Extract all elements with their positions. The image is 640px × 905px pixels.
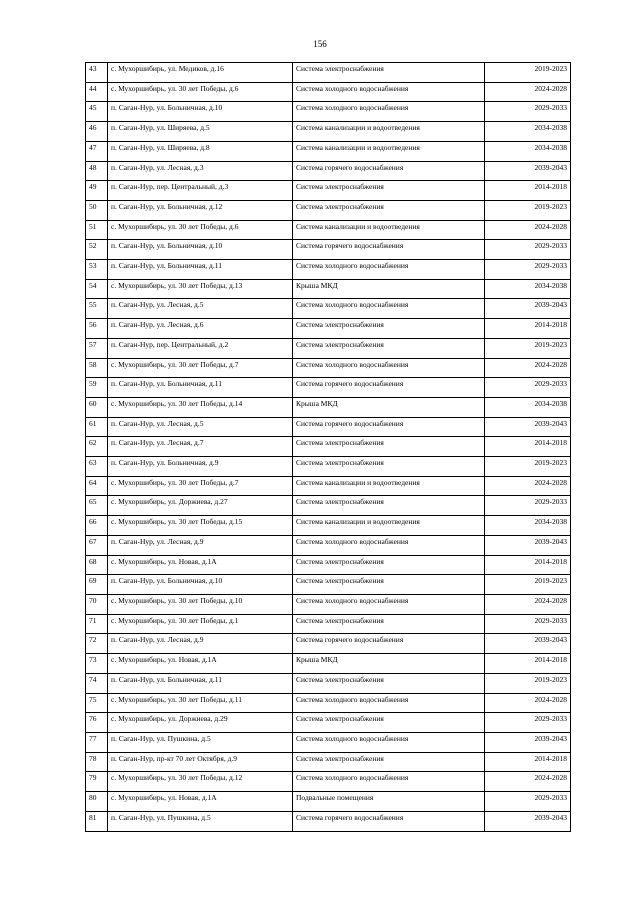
system-cell: Система канализации и водоотведения xyxy=(293,141,485,161)
system-cell: Система холодного водоснабжения xyxy=(293,535,485,555)
table-row xyxy=(86,220,571,240)
address-cell: п. Саган-Нур, ул. Пушкина, д.5 xyxy=(108,811,293,831)
row-number-cell: 55 xyxy=(86,299,108,319)
system-cell: Система холодного водоснабжения xyxy=(293,594,485,614)
period-cell: 2014-2018 xyxy=(485,654,571,674)
address-cell: с. Мухоршибирь, ул. 30 лет Победы, д.10 xyxy=(108,594,293,614)
address-cell: п. Саган-Нур, ул. Больничная, д.9 xyxy=(108,457,293,477)
system-cell: Система канализации и водоотведения xyxy=(293,476,485,496)
period-cell: 2019-2023 xyxy=(485,575,571,595)
period-cell: 2024-2028 xyxy=(485,693,571,713)
table-row xyxy=(86,594,571,614)
address-cell: с. Мухоршибирь, ул. 30 лет Победы, д.6 xyxy=(108,82,293,102)
address-cell: п. Саган-Нур, ул. Больничная, д.11 xyxy=(108,260,293,280)
address-cell: с. Мухоршибирь, ул. 30 лет Победы, д.6 xyxy=(108,220,293,240)
table-row xyxy=(86,437,571,457)
system-cell: Система электроснабжения xyxy=(293,338,485,358)
system-cell: Система холодного водоснабжения xyxy=(293,772,485,792)
row-number-cell: 61 xyxy=(86,417,108,437)
table-row xyxy=(86,240,571,260)
period-cell: 2024-2028 xyxy=(485,82,571,102)
system-cell: Система горячего водоснабжения xyxy=(293,634,485,654)
table-row xyxy=(86,654,571,674)
table-row xyxy=(86,476,571,496)
period-cell: 2034-2038 xyxy=(485,397,571,417)
period-cell: 2014-2018 xyxy=(485,555,571,575)
row-number-cell: 69 xyxy=(86,575,108,595)
period-cell: 2014-2018 xyxy=(485,181,571,201)
system-cell: Система горячего водоснабжения xyxy=(293,811,485,831)
row-number-cell: 52 xyxy=(86,240,108,260)
row-number-cell: 51 xyxy=(86,220,108,240)
period-cell: 2024-2028 xyxy=(485,220,571,240)
address-cell: п. Саган-Нур, ул. Лесная, д.7 xyxy=(108,437,293,457)
system-cell: Подвальные помещения xyxy=(293,792,485,812)
system-cell: Система электроснабжения xyxy=(293,752,485,772)
address-cell: п. Саган-Нур, ул. Больничная, д.11 xyxy=(108,673,293,693)
period-cell: 2019-2023 xyxy=(485,457,571,477)
period-cell: 2014-2018 xyxy=(485,437,571,457)
row-number-cell: 50 xyxy=(86,200,108,220)
address-cell: п. Саган-Нур, ул. Больничная, д.10 xyxy=(108,102,293,122)
row-number-cell: 49 xyxy=(86,181,108,201)
row-number-cell: 66 xyxy=(86,516,108,536)
row-number-cell: 43 xyxy=(86,63,108,83)
period-cell: 2034-2038 xyxy=(485,141,571,161)
period-cell: 2034-2038 xyxy=(485,122,571,142)
table-row xyxy=(86,673,571,693)
row-number-cell: 47 xyxy=(86,141,108,161)
address-cell: п. Саган-Нур, ул. Лесная, д.9 xyxy=(108,634,293,654)
row-number-cell: 58 xyxy=(86,358,108,378)
table-row xyxy=(86,141,571,161)
period-cell: 2029-2033 xyxy=(485,614,571,634)
table-row xyxy=(86,752,571,772)
address-cell: с. Мухоршибирь, ул. 30 лет Победы, д.12 xyxy=(108,772,293,792)
period-cell: 2039-2043 xyxy=(485,634,571,654)
row-number-cell: 48 xyxy=(86,161,108,181)
row-number-cell: 60 xyxy=(86,397,108,417)
row-number-cell: 72 xyxy=(86,634,108,654)
period-cell: 2029-2033 xyxy=(485,713,571,733)
table-row xyxy=(86,260,571,280)
period-cell: 2039-2043 xyxy=(485,299,571,319)
system-cell: Система горячего водоснабжения xyxy=(293,161,485,181)
address-cell: с. Мухоршибирь, ул. 30 лет Победы, д.14 xyxy=(108,397,293,417)
row-number-cell: 62 xyxy=(86,437,108,457)
table-row xyxy=(86,122,571,142)
address-cell: п. Саган-Нур, ул. Лесная, д.6 xyxy=(108,319,293,339)
row-number-cell: 70 xyxy=(86,594,108,614)
row-number-cell: 67 xyxy=(86,535,108,555)
address-cell: п. Саган-Нур, пер. Центральный, д.3 xyxy=(108,181,293,201)
row-number-cell: 77 xyxy=(86,732,108,752)
address-cell: п. Саган-Нур, ул. Лесная, д.3 xyxy=(108,161,293,181)
address-cell: с. Мухоршибирь, ул. 30 лет Победы, д.13 xyxy=(108,279,293,299)
period-cell: 2024-2028 xyxy=(485,594,571,614)
address-cell: п. Саган-Нур, ул. Больничная, д.10 xyxy=(108,240,293,260)
row-number-cell: 63 xyxy=(86,457,108,477)
table-row xyxy=(86,811,571,831)
address-cell: п. Саган-Нур, ул. Ширяева, д.5 xyxy=(108,122,293,142)
address-cell: п. Саган-Нур, ул. Лесная, д.5 xyxy=(108,417,293,437)
table-body xyxy=(86,63,571,832)
table-row xyxy=(86,693,571,713)
address-cell: с. Мухоршибирь, ул. Новая, д.1А xyxy=(108,792,293,812)
table-row xyxy=(86,200,571,220)
table-row xyxy=(86,299,571,319)
period-cell: 2039-2043 xyxy=(485,417,571,437)
address-cell: с. Мухоршибирь, ул. 30 лет Победы, д.1 xyxy=(108,614,293,634)
address-cell: с. Мухоршибирь, ул. 30 лет Победы, д.11 xyxy=(108,693,293,713)
address-cell: с. Мухоршибирь, ул. Медиков, д.16 xyxy=(108,63,293,83)
system-cell: Система канализации и водоотведения xyxy=(293,122,485,142)
period-cell: 2029-2033 xyxy=(485,240,571,260)
row-number-cell: 76 xyxy=(86,713,108,733)
table-row xyxy=(86,417,571,437)
row-number-cell: 75 xyxy=(86,693,108,713)
period-cell: 2039-2043 xyxy=(485,161,571,181)
system-cell: Система холодного водоснабжения xyxy=(293,358,485,378)
period-cell: 2029-2033 xyxy=(485,496,571,516)
row-number-cell: 53 xyxy=(86,260,108,280)
table-row xyxy=(86,63,571,83)
period-cell: 2014-2018 xyxy=(485,319,571,339)
row-number-cell: 56 xyxy=(86,319,108,339)
row-number-cell: 78 xyxy=(86,752,108,772)
address-cell: п. Саган-Нур, пер. Центральный, д.2 xyxy=(108,338,293,358)
address-cell: п. Саган-Нур, ул. Пушкина, д.5 xyxy=(108,732,293,752)
address-cell: п. Саган-Нур, ул. Больничная, д.11 xyxy=(108,378,293,398)
table-row xyxy=(86,575,571,595)
period-cell: 2019-2023 xyxy=(485,673,571,693)
system-cell: Система горячего водоснабжения xyxy=(293,417,485,437)
table-row xyxy=(86,338,571,358)
table-row xyxy=(86,161,571,181)
system-cell: Система электроснабжения xyxy=(293,437,485,457)
table-row xyxy=(86,772,571,792)
system-cell: Система электроснабжения xyxy=(293,614,485,634)
address-cell: с. Мухоршибирь, ул. Доржиева, д.29 xyxy=(108,713,293,733)
address-cell: с. Мухоршибирь, ул. Новая, д.1А xyxy=(108,555,293,575)
table-row xyxy=(86,634,571,654)
period-cell: 2029-2033 xyxy=(485,792,571,812)
address-cell: п. Саган-Нур, ул. Ширяева, д.8 xyxy=(108,141,293,161)
system-cell: Система электроснабжения xyxy=(293,319,485,339)
system-cell: Система электроснабжения xyxy=(293,575,485,595)
table-row xyxy=(86,614,571,634)
row-number-cell: 46 xyxy=(86,122,108,142)
repair-schedule-table xyxy=(85,62,571,832)
address-cell: с. Мухоршибирь, ул. 30 лет Победы, д.15 xyxy=(108,516,293,536)
address-cell: с. Мухоршибирь, ул. Доржиева, д.27 xyxy=(108,496,293,516)
address-cell: п. Саган-Нур, ул. Больничная, д.10 xyxy=(108,575,293,595)
period-cell: 2034-2038 xyxy=(485,279,571,299)
period-cell: 2019-2023 xyxy=(485,63,571,83)
row-number-cell: 59 xyxy=(86,378,108,398)
system-cell: Система горячего водоснабжения xyxy=(293,378,485,398)
table-row xyxy=(86,181,571,201)
table-row xyxy=(86,279,571,299)
period-cell: 2029-2033 xyxy=(485,260,571,280)
system-cell: Крыша МКД xyxy=(293,279,485,299)
period-cell: 2029-2033 xyxy=(485,102,571,122)
system-cell: Система канализации и водоотведения xyxy=(293,516,485,536)
system-cell: Система холодного водоснабжения xyxy=(293,102,485,122)
system-cell: Система электроснабжения xyxy=(293,496,485,516)
address-cell: с. Мухоршибирь, ул. 30 лет Победы, д.7 xyxy=(108,358,293,378)
period-cell: 2014-2018 xyxy=(485,752,571,772)
row-number-cell: 73 xyxy=(86,654,108,674)
address-cell: с. Мухоршибирь, ул. 30 лет Победы, д.7 xyxy=(108,476,293,496)
table-row xyxy=(86,457,571,477)
period-cell: 2019-2023 xyxy=(485,200,571,220)
system-cell: Система холодного водоснабжения xyxy=(293,693,485,713)
row-number-cell: 68 xyxy=(86,555,108,575)
system-cell: Система канализации и водоотведения xyxy=(293,220,485,240)
row-number-cell: 54 xyxy=(86,279,108,299)
system-cell: Крыша МКД xyxy=(293,654,485,674)
row-number-cell: 45 xyxy=(86,102,108,122)
table-row xyxy=(86,792,571,812)
system-cell: Система холодного водоснабжения xyxy=(293,299,485,319)
row-number-cell: 79 xyxy=(86,772,108,792)
table-row xyxy=(86,397,571,417)
address-cell: с. Мухоршибирь, ул. Новая, д.1А xyxy=(108,654,293,674)
address-cell: п. Саган-Нур, ул. Лесная, д.5 xyxy=(108,299,293,319)
period-cell: 2024-2028 xyxy=(485,358,571,378)
row-number-cell: 44 xyxy=(86,82,108,102)
table-row xyxy=(86,535,571,555)
table-row xyxy=(86,319,571,339)
row-number-cell: 64 xyxy=(86,476,108,496)
row-number-cell: 74 xyxy=(86,673,108,693)
system-cell: Система электроснабжения xyxy=(293,63,485,83)
period-cell: 2039-2043 xyxy=(485,811,571,831)
row-number-cell: 71 xyxy=(86,614,108,634)
system-cell: Система электроснабжения xyxy=(293,457,485,477)
system-cell: Система электроснабжения xyxy=(293,673,485,693)
table-row xyxy=(86,82,571,102)
table-row xyxy=(86,496,571,516)
page-number: 156 xyxy=(313,39,327,49)
table-row xyxy=(86,732,571,752)
row-number-cell: 57 xyxy=(86,338,108,358)
table-row xyxy=(86,102,571,122)
table-row xyxy=(86,358,571,378)
table-row xyxy=(86,713,571,733)
period-cell: 2019-2023 xyxy=(485,338,571,358)
system-cell: Система электроснабжения xyxy=(293,200,485,220)
system-cell: Система горячего водоснабжения xyxy=(293,240,485,260)
row-number-cell: 81 xyxy=(86,811,108,831)
period-cell: 2024-2028 xyxy=(485,476,571,496)
table-row xyxy=(86,555,571,575)
system-cell: Система электроснабжения xyxy=(293,181,485,201)
system-cell: Крыша МКД xyxy=(293,397,485,417)
period-cell: 2039-2043 xyxy=(485,732,571,752)
system-cell: Система холодного водоснабжения xyxy=(293,82,485,102)
system-cell: Система холодного водоснабжения xyxy=(293,260,485,280)
table-row xyxy=(86,516,571,536)
system-cell: Система холодного водоснабжения xyxy=(293,732,485,752)
address-cell: п. Саган-Нур, ул. Больничная, д.12 xyxy=(108,200,293,220)
system-cell: Система электроснабжения xyxy=(293,555,485,575)
period-cell: 2029-2033 xyxy=(485,378,571,398)
address-cell: п. Саган-Нур, ул. Лесная, д.9 xyxy=(108,535,293,555)
period-cell: 2034-2038 xyxy=(485,516,571,536)
row-number-cell: 65 xyxy=(86,496,108,516)
period-cell: 2024-2028 xyxy=(485,772,571,792)
period-cell: 2039-2043 xyxy=(485,535,571,555)
address-cell: п. Саган-Нур, пр-кт 70 лет Октября, д.9 xyxy=(108,752,293,772)
row-number-cell: 80 xyxy=(86,792,108,812)
system-cell: Система электроснабжения xyxy=(293,713,485,733)
table-row xyxy=(86,378,571,398)
